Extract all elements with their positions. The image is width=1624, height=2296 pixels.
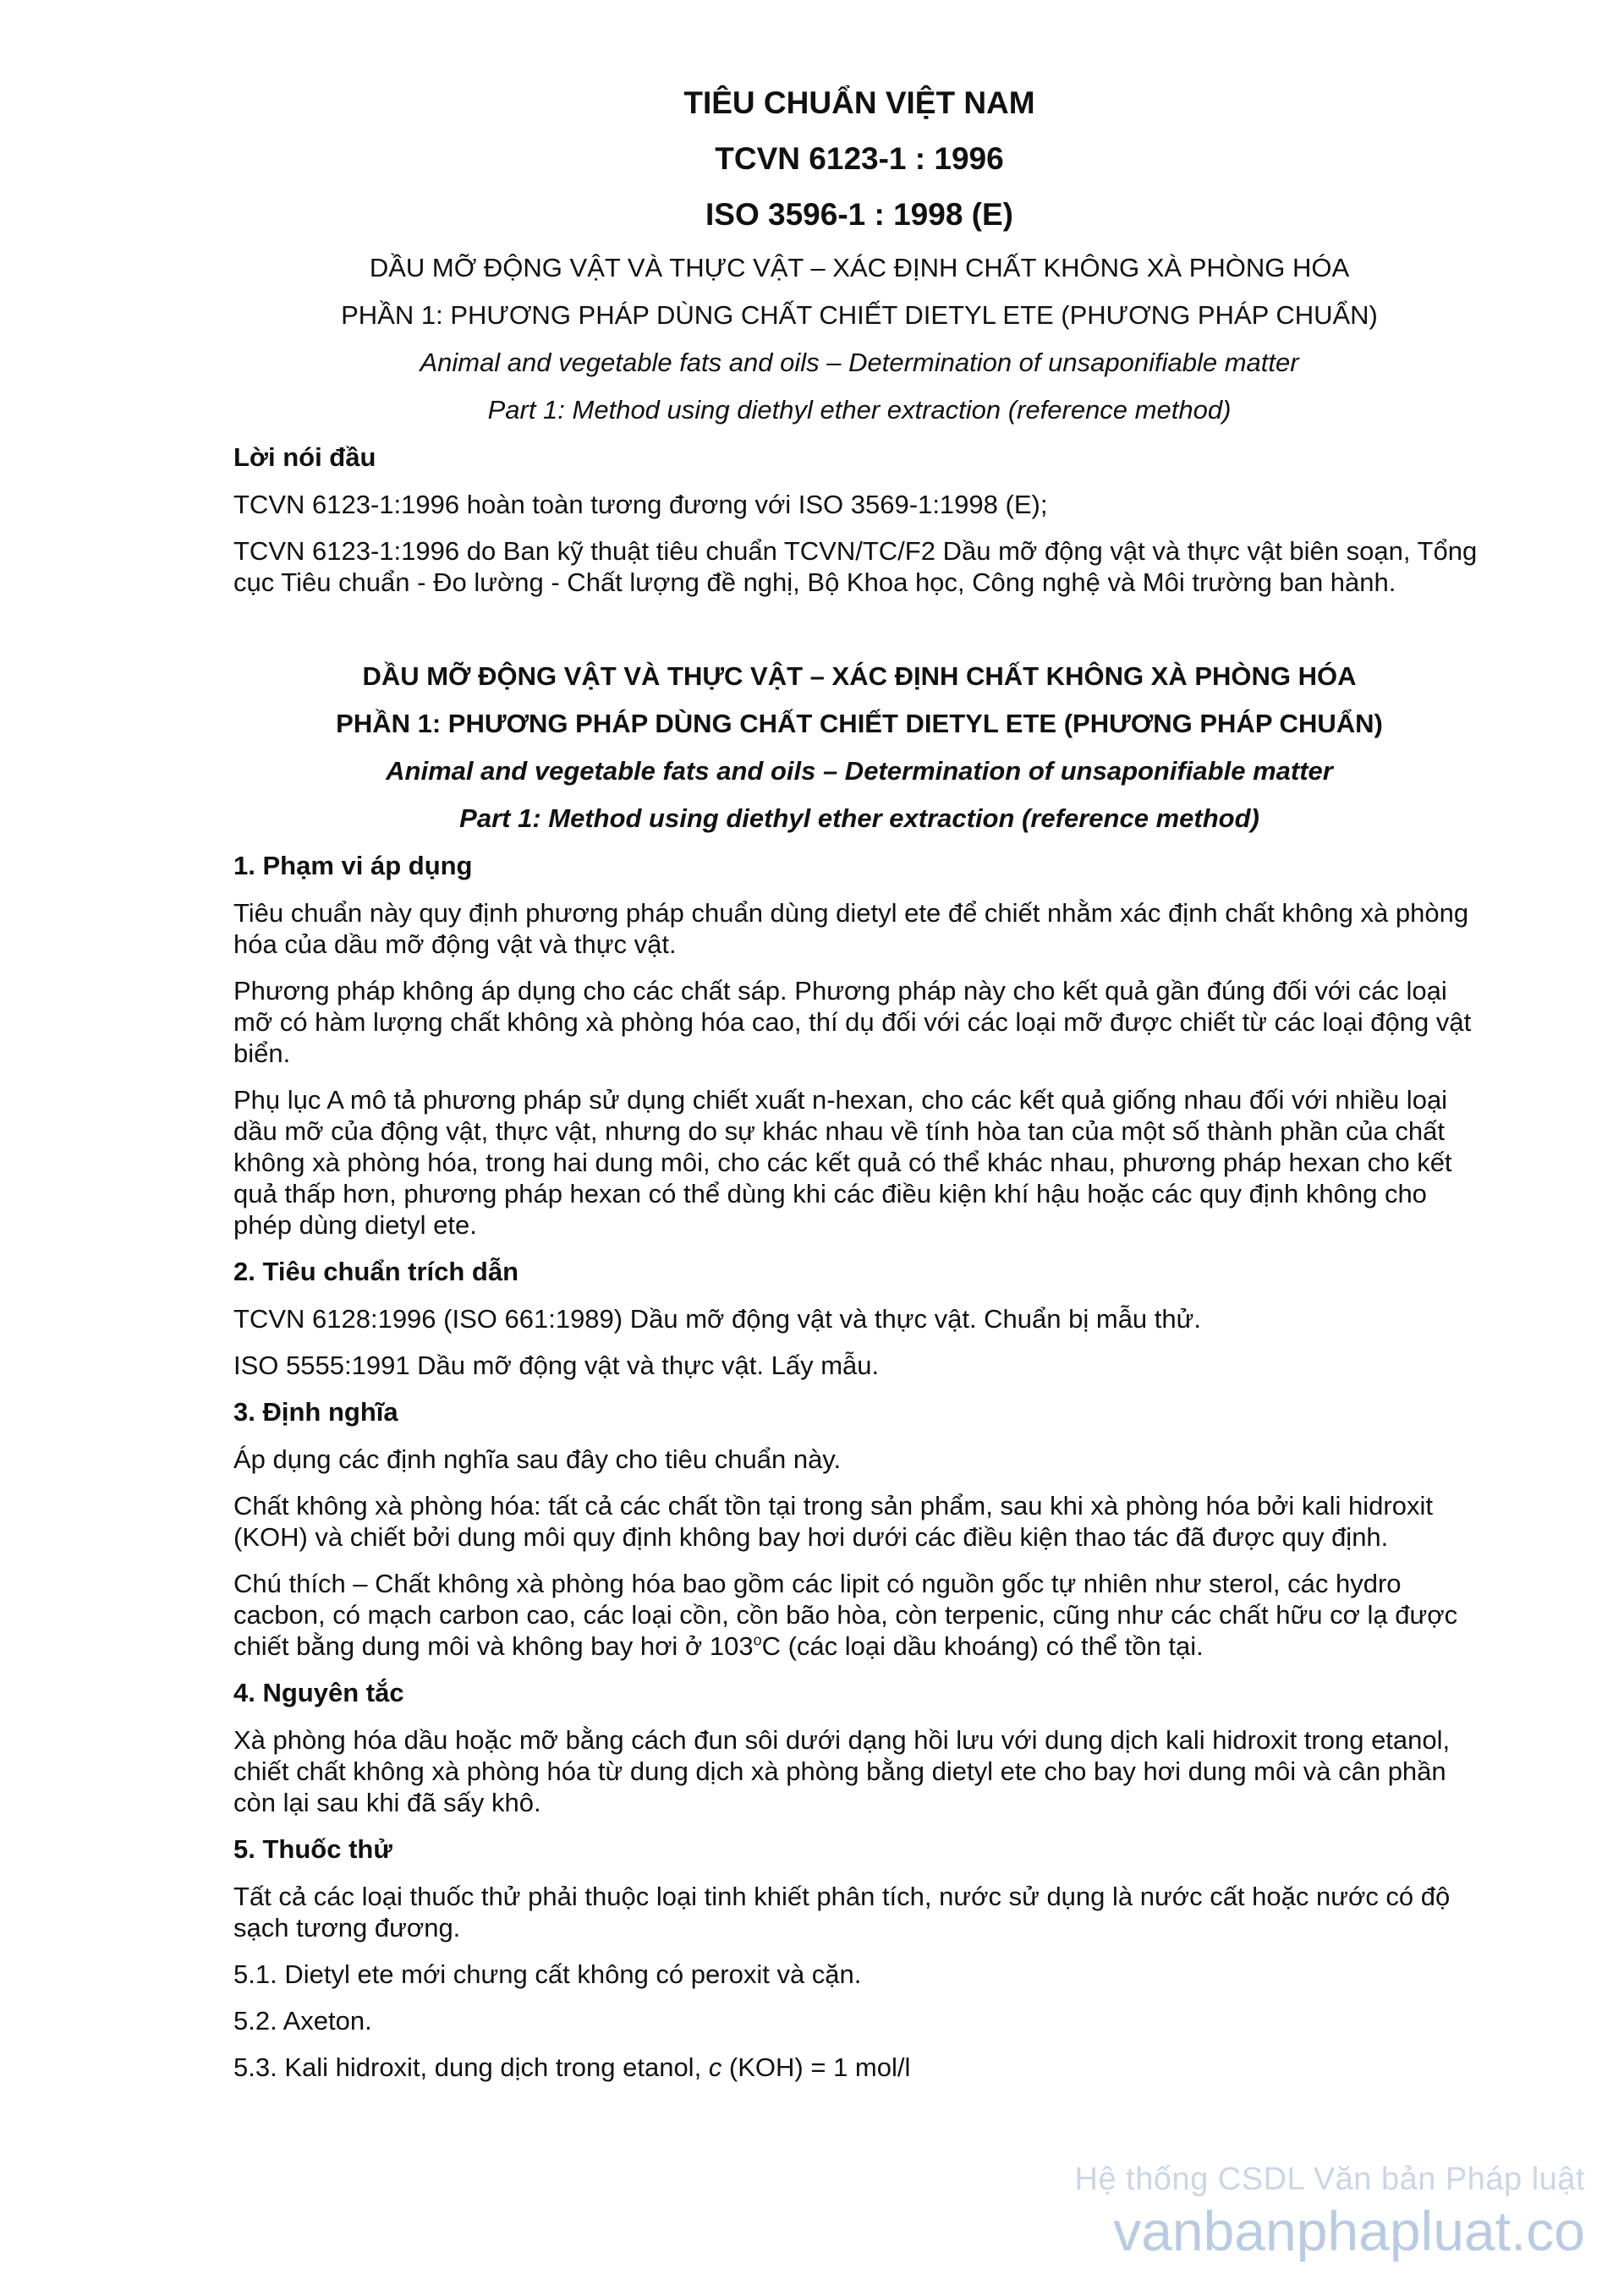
section-2-paragraph-2: ISO 5555:1991 Dầu mỡ động vật và thực vật. Lấy mẫu. <box>233 1351 880 1380</box>
section-2-paragraph-1: TCVN 6128:1996 (ISO 661:1989) Dầu mỡ động vật và thực vật. Chuẩn bị mẫu thử. <box>233 1304 1202 1334</box>
document-page <box>233 85 1485 2098</box>
doc-heading-iso-number: ISO 3596-1 : 1998 (E) <box>705 197 1014 232</box>
section-1-paragraph-2: Phương pháp không áp dụng cho các chất sáp. Phương pháp này cho kết quả gần đúng đối với các loại mỡ có hàm lượng chất không xà phòng hóa cao, thí dụ đối với các loại mỡ được chiết từ các loại động vật biển. <box>233 976 1472 1068</box>
section-3-paragraph-1: Áp dụng các định nghĩa sau đây cho tiêu chuẩn này. <box>233 1444 842 1474</box>
foreword-paragraph-1: TCVN 6123-1:1996 hoàn toàn tương đương với ISO 3569-1:1998 (E); <box>233 490 1048 519</box>
section-3-note-text-b: C (các loại dầu khoáng) có thể tồn tại. <box>761 1631 1204 1661</box>
section-1-paragraph-3: Phụ lục A mô tả phương pháp sử dụng chiết xuất n-hexan, cho các kết quả giống nhau đối với nhiều loại dầu mỡ của động vật, thực vật, nhưng do sự khác nhau về tính hòa tan của một số thành phần của chất không xà phòng hóa, trong hai dung môi, cho các kết quả có thể khác nhau, phương pháp hexan cho kết quả thấp hơn, phương pháp hexan có thể dùng khi các điều kiện khí hậu hoặc các quy định không cho phép dùng dietyl ete. <box>233 1085 1452 1240</box>
body-title-en-1: Animal and vegetable fats and oils – Determination of unsaponifiable matter <box>386 756 1333 786</box>
section-3-paragraph-2: Chất không xà phòng hóa: tất cả các chất tồn tại trong sản phẩm, sau khi xà phòng hóa bởi kali hidroxit (KOH) và chiết bởi dung môi quy định không bay hơi dưới các điều kiện thao tác đã được quy định. <box>233 1491 1433 1552</box>
watermark-site: vanbanphapluat.co <box>1113 2200 1585 2262</box>
section-3-heading: 3. Định nghĩa <box>233 1397 398 1427</box>
doc-title-en-2: Part 1: Method using diethyl ether extraction (reference method) <box>487 395 1232 425</box>
section-1-paragraph-1: Tiêu chuẩn này quy định phương pháp chuẩn dùng dietyl ete để chiết nhằm xác định chất không xà phòng hóa của dầu mỡ động vật và thực vật. <box>233 898 1469 959</box>
section-1-heading: 1. Phạm vi áp dụng <box>233 851 473 880</box>
section-5-paragraph-1: Tất cả các loại thuốc thử phải thuộc loại tinh khiết phân tích, nước sử dụng là nước cất hoặc nước có độ sạch tương đương. <box>233 1882 1451 1943</box>
section-4-paragraph-1: Xà phòng hóa dầu hoặc mỡ bằng cách đun sôi dưới dạng hồi lưu với dung dịch kali hidroxit trong etanol, chiết chất không xà phòng hóa từ dung dịch xà phòng bằng dietyl ete cho bay hơi dung môi và cân phần còn lại sau khi đã sấy khô. <box>233 1725 1451 1817</box>
doc-title-en-1: Animal and vegetable fats and oils – Determination of unsaponifiable matter <box>420 348 1299 377</box>
section-5-heading: 5. Thuốc thử <box>233 1834 392 1864</box>
degree-sign: o <box>753 1631 762 1649</box>
section-5-item-3-text-b: (KOH) = 1 mol/l <box>721 2052 911 2082</box>
body-title-vi-1: DẦU MỠ ĐỘNG VẬT VÀ THỰC VẬT – XÁC ĐỊNH CHẤT KHÔNG XÀ PHÒNG HÓA <box>362 661 1357 691</box>
doc-title-vi-1: DẦU MỠ ĐỘNG VẬT VÀ THỰC VẬT – XÁC ĐỊNH CHẤT KHÔNG XÀ PHÒNG HÓA <box>369 253 1350 282</box>
foreword-heading: Lời nói đầu <box>233 442 376 472</box>
doc-title-vi-2: PHẦN 1: PHƯƠNG PHÁP DÙNG CHẤT CHIẾT DIETYL ETE (PHƯƠNG PHÁP CHUẨN) <box>341 300 1378 330</box>
section-gap <box>233 613 1485 660</box>
foreword-paragraph-2: TCVN 6123-1:1996 do Ban kỹ thuật tiêu chuẩn TCVN/TC/F2 Dầu mỡ động vật và thực vật biên soạn, Tổng cục Tiêu chuẩn - Đo lường - Chất lượng đề nghị, Bộ Khoa học, Công nghệ và Môi trường ban hành. <box>233 536 1478 597</box>
section-2-heading: 2. Tiêu chuẩn trích dẫn <box>233 1257 519 1286</box>
concentration-symbol: c <box>708 2052 722 2082</box>
section-3-note-text-a: Chú thích – Chất không xà phòng hóa bao gồm các lipit có nguồn gốc tự nhiên như sterol, các hydro cacbon, có mạch carbon cao, các loại cồn, cồn bão hòa, còn terpenic, cũng như các chất hữu cơ lạ được chiết bằng dung môi và không bay hơi ở 103 <box>233 1569 1458 1661</box>
section-5-item-1: 5.1. Dietyl ete mới chưng cất không có peroxit và cặn. <box>233 1959 862 1989</box>
watermark-caption: Hệ thống CSDL Văn bản Pháp luật <box>1074 2162 1585 2197</box>
doc-heading-tcvn-number: TCVN 6123-1 : 1996 <box>715 141 1004 176</box>
section-3-note <box>233 1568 1485 1662</box>
doc-heading-standard: TIÊU CHUẨN VIỆT NAM <box>683 85 1035 120</box>
body-title-en-2: Part 1: Method using diethyl ether extraction (reference method) <box>459 803 1259 833</box>
body-title-vi-2: PHẦN 1: PHƯƠNG PHÁP DÙNG CHẤT CHIẾT DIETYL ETE (PHƯƠNG PHÁP CHUẨN) <box>336 709 1383 738</box>
section-5-item-3 <box>233 2052 1485 2083</box>
section-5-item-3-text-a: 5.3. Kali hidroxit, dung dịch trong etanol, <box>233 2052 709 2082</box>
section-5-item-2: 5.2. Axeton. <box>233 2006 372 2036</box>
section-4-heading: 4. Nguyên tắc <box>233 1678 404 1707</box>
